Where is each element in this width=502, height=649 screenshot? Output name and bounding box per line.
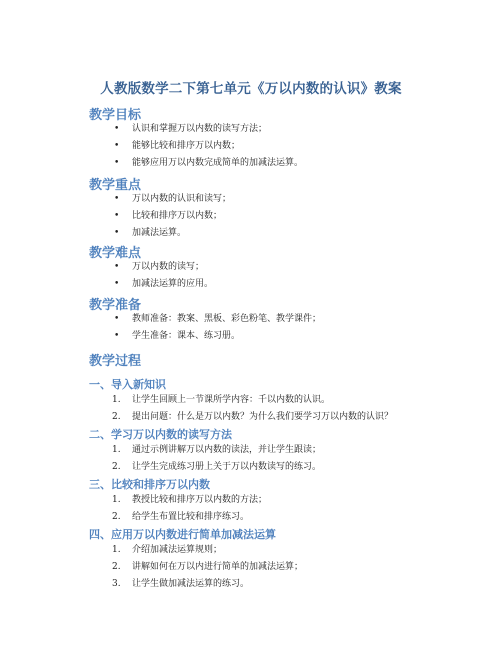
list-item: • 学生准备：课本、练习册。	[0, 328, 502, 345]
bullet-icon: •	[114, 314, 120, 324]
subheading-step-2: 二、学习万以内数的读写方法	[89, 428, 232, 441]
subheading-step-1: 一、导入新知识	[89, 378, 166, 391]
list-item: 3. 让学生做加减法运算的练习。	[112, 579, 250, 589]
list-item: • 能够应用万以内数完成简单的加减法运算。	[0, 155, 502, 172]
heading-difficulties: 教学难点	[89, 246, 142, 261]
list-item: • 比较和排序万以内数；	[0, 208, 502, 225]
bullet-icon: •	[114, 262, 120, 272]
bullet-icon: •	[114, 279, 120, 289]
heading-key-points: 教学重点	[89, 178, 142, 193]
list-item: 1. 让学生回顾上一节课所学内容：千以内数的认识。	[112, 395, 331, 405]
list-item: • 教师准备：教案、黑板、彩色粉笔、教学课件；	[0, 311, 502, 328]
list-item: • 能够比较和排序万以内数；	[0, 138, 502, 155]
bullet-icon: •	[114, 228, 120, 238]
list-item: 1. 介绍加减法运算规则；	[112, 545, 223, 555]
list-item: • 认识和掌握万以内数的读写方法；	[0, 121, 502, 138]
list-item: 1. 通过示例讲解万以内数的读法，并让学生跟读；	[112, 445, 322, 455]
bullet-icon: •	[114, 194, 120, 204]
heading-teaching-goals: 教学目标	[89, 108, 142, 123]
list-item: 2. 给学生布置比较和排序练习。	[112, 512, 250, 522]
document-title: 人教版数学二下第七单元《万以内数的认识》教案	[100, 81, 402, 97]
list-item: • 万以内数的读写；	[0, 259, 502, 276]
subheading-step-4: 四、应用万以内数进行简单加减法运算	[89, 528, 276, 541]
list-item: • 加减法运算的应用。	[0, 276, 502, 293]
heading-process: 教学过程	[89, 354, 142, 369]
bullet-icon: •	[114, 124, 120, 134]
list-item: • 万以内数的认识和读写；	[0, 191, 502, 208]
list-item: • 加减法运算。	[0, 225, 502, 242]
heading-preparation: 教学准备	[89, 298, 142, 313]
list-item: 2. 让学生完成练习册上关于万以内数读写的练习。	[112, 462, 322, 472]
list-item: 1. 教授比较和排序万以内数的方法；	[112, 495, 268, 505]
bullet-icon: •	[114, 141, 120, 151]
list-item: 2. 讲解如何在万以内进行简单的加减法运算；	[112, 562, 304, 572]
bullet-icon: •	[114, 331, 120, 341]
bullet-icon: •	[114, 158, 120, 168]
subheading-step-3: 三、比较和排序万以内数	[89, 478, 210, 491]
list-item: 2. 提出问题：什么是万以内数？为什么我们要学习万以内数的认识？	[112, 412, 394, 422]
bullet-icon: •	[114, 211, 120, 221]
